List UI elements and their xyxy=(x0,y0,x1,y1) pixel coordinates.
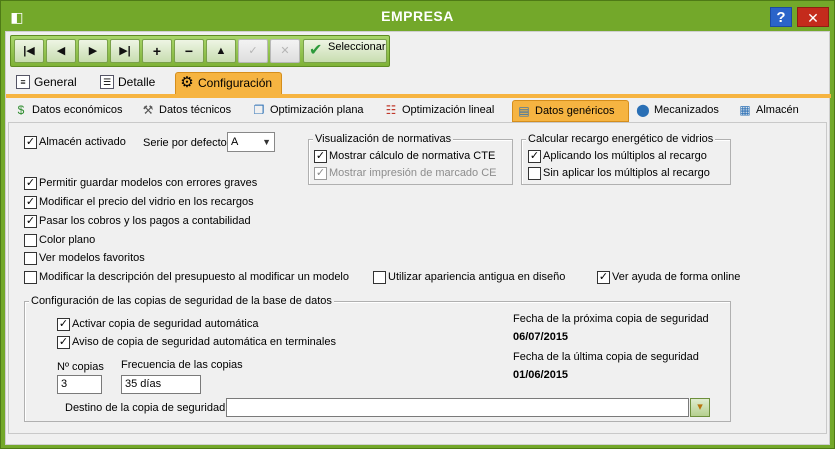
tab-almacen[interactable] xyxy=(734,100,807,122)
tab-configuracion-label: Configuración xyxy=(198,76,273,90)
frecuencia-label: Frecuencia de las copias xyxy=(121,359,243,371)
next-record-button[interactable]: ▶ xyxy=(78,39,108,63)
activar-backup-label: Activar copia de seguridad automática xyxy=(72,318,259,330)
tab-datos-genericos-label: Datos genéricos xyxy=(535,105,615,117)
backup-group xyxy=(24,295,731,422)
serie-value: A xyxy=(231,136,239,148)
mostrar-calculo-label: Mostrar cálculo de normativa CTE xyxy=(329,150,496,162)
serie-label: Serie por defecto xyxy=(143,137,227,149)
aviso-backup-label: Aviso de copia de seguridad automática en terminales xyxy=(72,336,336,348)
aplicando-label: Aplicando los múltiplos al recargo xyxy=(543,150,707,162)
chevron-down-icon: ▼ xyxy=(262,137,271,147)
main-tabs xyxy=(6,70,831,94)
tab-optimizacion-plana-label: Optimización plana xyxy=(270,104,364,116)
folder-icon: ▾ xyxy=(697,401,703,413)
grid-icon: ▦ xyxy=(739,103,751,117)
recargo-title: Calcular recargo energético de vidrios xyxy=(528,133,714,145)
num-copias-input[interactable]: 3 xyxy=(57,375,102,394)
ver-ayuda-label: Ver ayuda de forma online xyxy=(612,271,741,283)
tab-datos-genericos[interactable] xyxy=(512,100,629,122)
app-logo-icon: ◧ xyxy=(10,9,24,25)
normativas-group xyxy=(308,133,513,185)
backup-title: Configuración de las copias de seguridad de la base de datos xyxy=(31,295,332,307)
folder-icon: ▤ xyxy=(518,104,530,118)
checkmark-icon: ✔ xyxy=(309,42,323,59)
checkbox-box: ✓ xyxy=(315,150,326,162)
normativas-title: Visualización de normativas xyxy=(315,133,452,145)
destino-input[interactable] xyxy=(226,398,689,417)
pin-icon: ⬤ xyxy=(636,103,650,117)
tab-optimizacion-lineal-label: Optimización lineal xyxy=(402,104,495,116)
hammer-icon: ⚒ xyxy=(142,103,154,117)
tab-detalle-label: Detalle xyxy=(118,75,156,89)
list-icon: ☰ xyxy=(100,75,114,89)
money-icon: $ xyxy=(17,103,25,117)
copy-icon: ❐ xyxy=(253,103,265,117)
ultima-copia-value: 01/06/2015 xyxy=(513,369,569,381)
tab-general[interactable] xyxy=(12,72,87,94)
checkbox-box: ✓ xyxy=(58,318,69,330)
tab-strip xyxy=(6,94,831,98)
add-record-button[interactable]: + xyxy=(142,39,172,63)
checkbox-box: ✓ xyxy=(315,167,326,179)
first-record-button[interactable]: |◀ xyxy=(14,39,44,63)
checkbox-box xyxy=(24,252,37,265)
pasar-cobros-label: Pasar los cobros y los pagos a contabilidad xyxy=(39,215,251,227)
proxima-copia-label: Fecha de la próxima copia de seguridad xyxy=(513,313,709,325)
browse-folder-button[interactable] xyxy=(690,398,710,417)
window-title: EMPRESA xyxy=(381,8,454,24)
close-button[interactable]: ✕ xyxy=(797,7,829,27)
proxima-copia-value: 06/07/2015 xyxy=(513,331,569,343)
checkbox-box xyxy=(24,271,37,284)
datos-genericos-panel xyxy=(8,122,827,434)
recargo-group xyxy=(521,133,731,185)
select-button[interactable] xyxy=(303,39,387,63)
checkbox-box: ✓ xyxy=(58,336,69,348)
gear-icon: ⚙ xyxy=(180,74,194,91)
confirm-icon[interactable]: ✓ xyxy=(238,39,268,63)
checkbox-box xyxy=(528,167,541,180)
apariencia-antigua-label: Utilizar apariencia antigua en diseño xyxy=(388,271,566,283)
cancel-icon[interactable]: ✕ xyxy=(270,39,300,63)
permitir-guardar-label: Permitir guardar modelos con errores graves xyxy=(39,177,258,189)
ultima-copia-label: Fecha de la última copia de seguridad xyxy=(513,351,699,363)
num-copias-label: Nº copias xyxy=(57,361,104,373)
serie-select[interactable] xyxy=(227,132,275,152)
previous-record-button[interactable]: ◀ xyxy=(46,39,76,63)
checkbox-box: ✓ xyxy=(598,271,609,283)
navigation-toolbar xyxy=(10,35,390,67)
almacen-activado-label: Almacén activado xyxy=(39,136,126,148)
tab-optimizacion-plana[interactable] xyxy=(248,100,372,122)
tab-optimizacion-lineal[interactable] xyxy=(380,100,502,122)
tab-mecanizados-label: Mecanizados xyxy=(654,104,719,116)
checkbox-box xyxy=(373,271,386,284)
up-button[interactable]: ▲ xyxy=(206,39,236,63)
delete-record-button[interactable]: − xyxy=(174,39,204,63)
ver-modelos-label: Ver modelos favoritos xyxy=(39,252,145,264)
checkbox-box: ✓ xyxy=(25,177,36,189)
checkbox-box: ✓ xyxy=(25,196,36,208)
modificar-precio-label: Modificar el precio del vidrio en los recargos xyxy=(39,196,254,208)
destino-label: Destino de la copia de seguridad xyxy=(65,402,226,414)
checkbox-box: ✓ xyxy=(25,136,36,148)
tab-datos-tecnicos[interactable] xyxy=(137,100,239,122)
select-button-label: Seleccionar xyxy=(328,41,386,53)
tab-almacen-label: Almacén xyxy=(756,104,799,116)
sin-aplicar-label: Sin aplicar los múltiplos al recargo xyxy=(543,167,710,179)
tab-datos-tecnicos-label: Datos técnicos xyxy=(159,104,232,116)
frecuencia-input[interactable]: 35 días xyxy=(121,375,201,394)
tab-datos-economicos-label: Datos económicos xyxy=(32,104,123,116)
checkbox-box: ✓ xyxy=(529,150,540,162)
sub-tabs xyxy=(6,100,831,122)
tab-configuracion[interactable] xyxy=(175,72,282,94)
tab-mecanizados[interactable] xyxy=(632,100,727,122)
tab-detalle[interactable] xyxy=(96,72,165,94)
checkbox-box: ✓ xyxy=(25,215,36,227)
color-plano-label: Color plano xyxy=(39,234,96,246)
mostrar-impresion-label: Mostrar impresión de marcado CE xyxy=(329,167,497,179)
checkbox-box xyxy=(24,234,37,247)
help-button[interactable]: ? xyxy=(770,7,792,27)
client-area xyxy=(5,31,830,445)
title-bar xyxy=(1,1,834,31)
document-icon: ≡ xyxy=(16,75,30,89)
modificar-descripcion-label: Modificar la descripción del presupuesto al modificar un modelo xyxy=(39,271,349,283)
last-record-button[interactable]: ▶| xyxy=(110,39,140,63)
tab-datos-economicos[interactable] xyxy=(10,100,131,122)
ruler-icon: ☷ xyxy=(385,103,397,117)
tab-general-label: General xyxy=(34,75,77,89)
